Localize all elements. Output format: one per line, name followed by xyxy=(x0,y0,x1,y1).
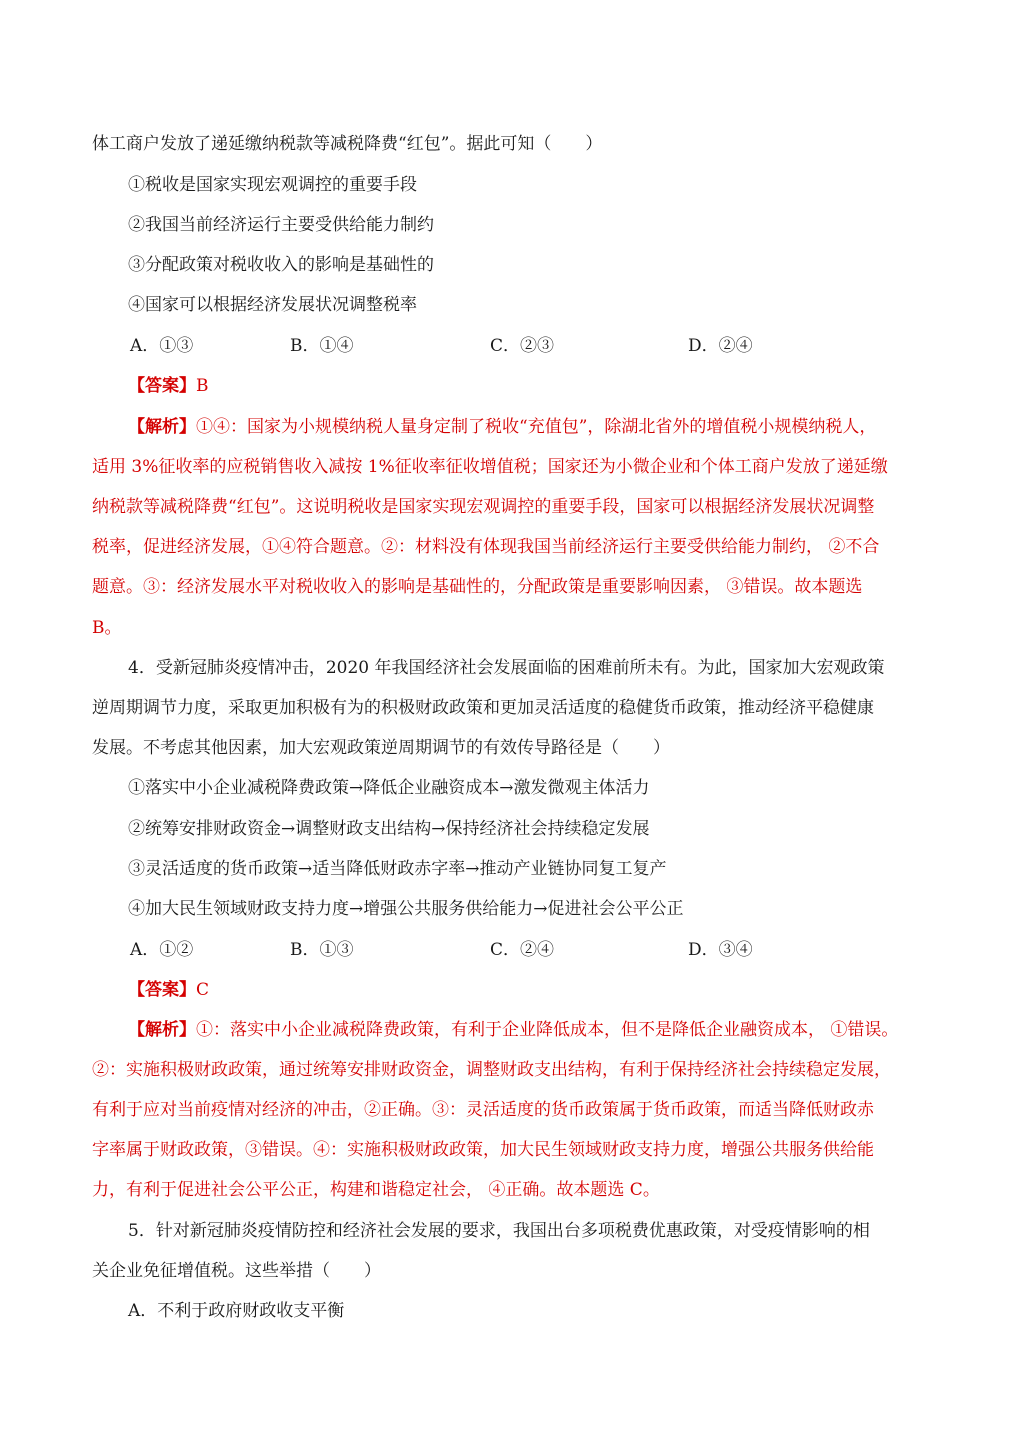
q4-analysis-line-2: ②：实施积极财政政策，通过统筹安排财政资金，调整财政支出结构，有利于保持经济社会持续稳定发展， xyxy=(92,1060,891,1080)
q4-item-1: ①落实中小企业减税降费政策→降低企业融资成本→激发微观主体活力 xyxy=(128,778,650,798)
q3-item-3: ③分配政策对税收收入的影响是基础性的 xyxy=(128,255,434,275)
q3-option-b: B．①④ xyxy=(290,336,354,356)
q3-item-1: ①税收是国家实现宏观调控的重要手段 xyxy=(128,175,417,195)
q4-item-4: ④加大民生领域财政支持力度→增强公共服务供给能力→促进社会公平公正 xyxy=(128,899,684,919)
q4-stem-line-1: 4．受新冠肺炎疫情冲击，2020 年我国经济社会发展面临的困难前所未有。为此，国家加大宏观政策 xyxy=(128,658,885,678)
q4-stem-line-2: 逆周期调节力度，采取更加积极有为的积极财政政策和更加灵活适度的稳健货币政策，推动经济平稳健康 xyxy=(92,698,874,718)
q3-option-d: D．②④ xyxy=(688,336,753,356)
q3-analysis-line-5: 题意。③：经济发展水平对税收收入的影响是基础性的，分配政策是重要影响因素， ③错误。故本题选 xyxy=(92,577,863,597)
q4-analysis-label: 【解析】 xyxy=(128,1020,196,1040)
q4-item-3: ③灵活适度的货币政策→适当降低财政赤字率→推动产业链协同复工复产 xyxy=(128,859,667,879)
q4-item-2: ②统筹安排财政资金→调整财政支出结构→保持经济社会持续稳定发展 xyxy=(128,819,650,839)
q4-answer xyxy=(128,978,209,1002)
q3-option-c: C．②③ xyxy=(490,336,555,356)
q3-item-2: ②我国当前经济运行主要受供给能力制约 xyxy=(128,215,434,235)
q4-analysis-line-5: 力，有利于促进社会公平公正，构建和谐稳定社会， ④正确。故本题选 C。 xyxy=(92,1180,660,1200)
q3-stem-tail: 体工商户发放了递延缴纳税款等减税降费“红包”。据此可知（ ） xyxy=(92,134,603,154)
q3-analysis-line-4: 税率，促进经济发展，①④符合题意。②：材料没有体现我国当前经济运行主要受供给能力制约， ②不合 xyxy=(92,537,880,557)
q3-option-a: A．①③ xyxy=(130,336,194,356)
q3-answer-value: B xyxy=(196,376,209,396)
q4-stem-line-3: 发展。不考虑其他因素，加大宏观政策逆周期调节的有效传导路径是（ ） xyxy=(92,738,670,758)
q3-analysis-line-3: 纳税款等减税降费“红包”。这说明税收是国家实现宏观调控的重要手段，国家可以根据经济发展状况调整 xyxy=(92,497,875,517)
q4-option-c: C．②④ xyxy=(490,940,555,960)
q4-answer-value: C xyxy=(196,980,210,1000)
q3-item-4: ④国家可以根据经济发展状况调整税率 xyxy=(128,295,417,315)
q4-option-b: B．①③ xyxy=(290,940,354,960)
q3-answer-label: 【答案】 xyxy=(128,376,196,396)
q4-answer-label: 【答案】 xyxy=(128,980,196,1000)
q4-analysis-line-4: 字率属于财政政策，③错误。④：实施积极财政政策，加大民生领域财政支持力度，增强公共服务供给能 xyxy=(92,1140,874,1160)
q5-option-a: A．不利于政府财政收支平衡 xyxy=(128,1301,345,1321)
q3-answer xyxy=(128,374,209,398)
q5-stem-line-1: 5．针对新冠肺炎疫情防控和经济社会发展的要求，我国出台多项税费优惠政策，对受疫情影响的相 xyxy=(128,1221,870,1241)
q3-analysis-line-1: 【解析】①④：国家为小规模纳税人量身定制了税收“充值包”，除湖北省外的增值税小规模纳税人， xyxy=(128,417,877,437)
q4-analysis-line-3: 有利于应对当前疫情对经济的冲击，②正确。③：灵活适度的货币政策属于货币政策，而适当降低财政赤 xyxy=(92,1100,874,1120)
q4-option-d: D．③④ xyxy=(688,940,753,960)
q3-analysis-line-2: 适用 3%征收率的应税销售收入减按 1%征收率征收增值税；国家还为小微企业和个体工商户发放了递延缴 xyxy=(92,457,888,477)
q5-stem-line-2: 关企业免征增值税。这些举措（ ） xyxy=(92,1261,381,1281)
q3-analysis-line-6: B。 xyxy=(92,618,122,638)
q4-option-a: A．①② xyxy=(130,940,194,960)
q4-analysis-line-1: 【解析】①：落实中小企业减税降费政策，有利于企业降低成本，但不是降低企业融资成本， ①错误。 xyxy=(128,1020,899,1040)
q3-analysis-label: 【解析】 xyxy=(128,417,196,437)
